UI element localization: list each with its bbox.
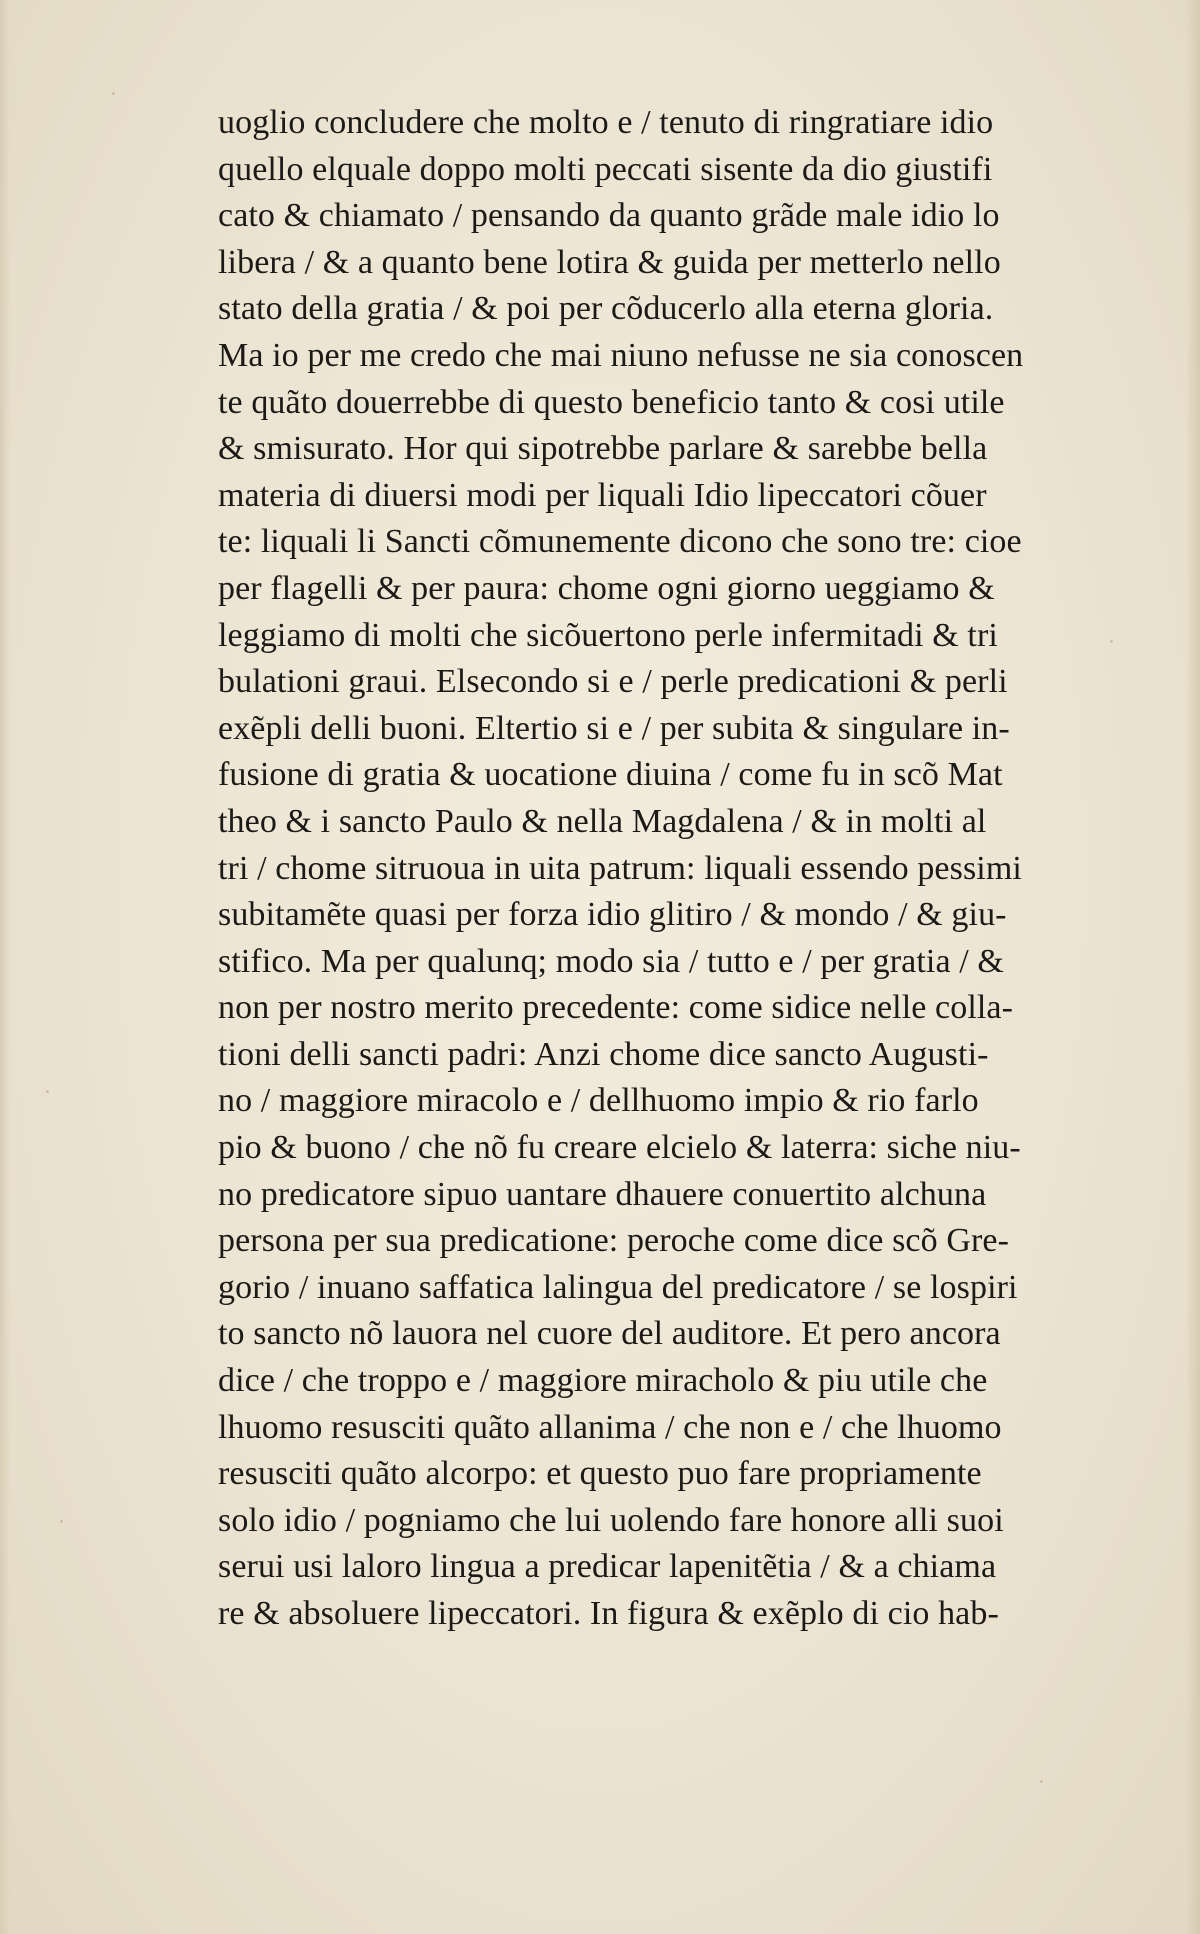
text-line: tioni delli sancti padri: Anzi chome dice sancto Augusti- xyxy=(218,1035,989,1073)
text-line: solo idio / pogniamo che lui uolendo fare honore alli suoi xyxy=(218,1501,1004,1539)
text-line: leggiamo di molti che sicõuertono perle infermitadi & tri xyxy=(218,616,998,654)
text-line: dice / che troppo e / maggiore miracholo & piu utile che xyxy=(218,1362,988,1400)
text-line: te quãto douerrebbe di questo beneficio tanto & cosi utile xyxy=(218,383,1005,421)
text-line: libera / & a quanto bene lotira & guida per metterlo nello xyxy=(218,243,1001,281)
text-line: & smisurato. Hor qui sipotrebbe parlare & sarebbe bella xyxy=(218,430,988,468)
text-line: tri / chome sitruoua in uita patrum: liquali essendo pessimi xyxy=(218,849,1022,887)
printed-text-block xyxy=(218,100,1078,1638)
text-line: materia di diuersi modi per liquali Idio lipeccatori cõuer xyxy=(218,476,987,514)
text-line: re & absoluere lipeccatori. In figura & exẽplo di cio hab- xyxy=(218,1595,999,1632)
text-line: non per nostro merito precedente: come sidice nelle colla- xyxy=(218,989,1014,1027)
text-line: subitamẽte quasi per forza idio glitiro / & mondo / & giu- xyxy=(218,896,1007,934)
text-line: stato della gratia / & poi per cõducerlo alla eterna gloria. xyxy=(218,290,994,328)
text-line: quello elquale doppo molti peccati sisente da dio giustifi xyxy=(218,150,993,188)
text-line: bulationi graui. Elsecondo si e / perle predicationi & perli xyxy=(218,663,1008,701)
text-line: resusciti quãto alcorpo: et questo puo fare propriamente xyxy=(218,1455,982,1493)
text-line: per flagelli & per paura: chome ogni giorno ueggiamo & xyxy=(218,569,995,607)
text-line: exẽpli delli buoni. Eltertio si e / per subita & singulare in- xyxy=(218,709,1010,747)
text-line: serui usi laloro lingua a predicar lapenitẽtia / & a chiama xyxy=(218,1548,997,1586)
text-line: lhuomo resusciti quãto allanima / che non e / che lhuomo xyxy=(218,1408,1002,1446)
text-line: te: liquali li Sancti cõmunemente dicono che sono tre: cioe xyxy=(218,523,1022,561)
text-line: gorio / inuano saffatica lalingua del predicatore / se lospiri xyxy=(218,1268,1018,1306)
text-line: to sancto nõ lauora nel cuore del auditore. Et pero ancora xyxy=(218,1315,1001,1353)
text-line: pio & buono / che nõ fu creare elcielo & laterra: siche niu- xyxy=(218,1129,1021,1167)
text-line: uoglio concludere che molto e / tenuto di ringratiare idio xyxy=(218,104,994,141)
text-line: theo & i sancto Paulo & nella Magdalena / & in molti al xyxy=(218,802,987,840)
text-line: no predicatore sipuo uantare dhauere conuertito alchuna xyxy=(218,1175,987,1213)
text-line: persona per sua predicatione: peroche come dice scõ Gre- xyxy=(218,1222,1010,1260)
text-line: stifico. Ma per qualunq; modo sia / tutto e / per gratia / & xyxy=(218,942,1004,980)
text-line: cato & chiamato / pensando da quanto grãde male idio lo xyxy=(218,197,1000,235)
page-edge-left xyxy=(0,0,10,1934)
text-line: no / maggiore miracolo e / dellhuomo impio & rio farlo xyxy=(218,1082,979,1120)
text-line: Ma io per me credo che mai niuno nefusse ne sia conoscen xyxy=(218,336,1024,374)
text-line: fusione di gratia & uocatione diuina / come fu in scõ Mat xyxy=(218,756,1003,794)
page-edge-right xyxy=(1186,0,1200,1934)
